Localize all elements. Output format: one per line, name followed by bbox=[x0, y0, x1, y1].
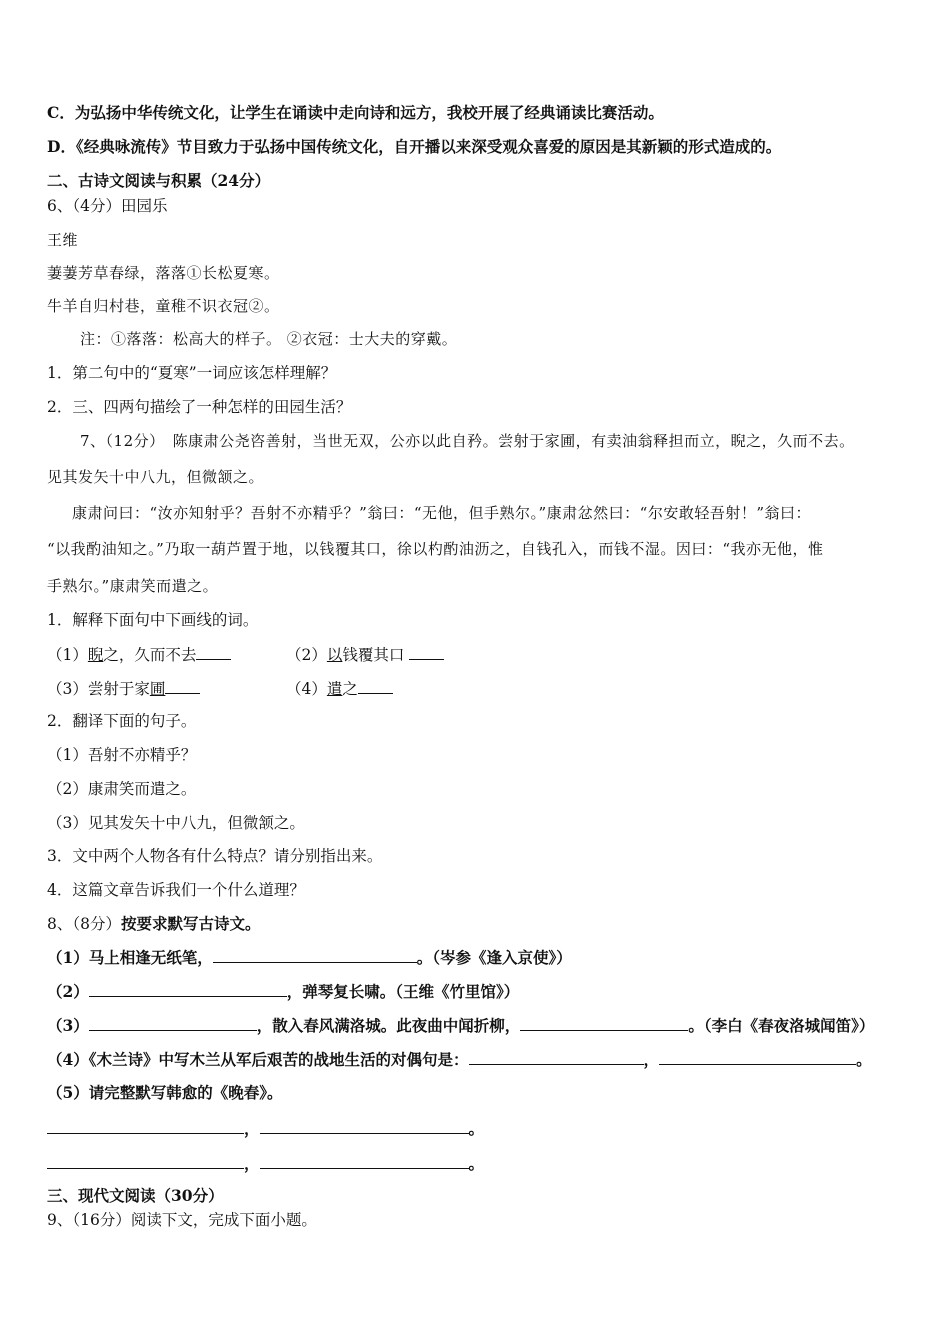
q8-4-comma: ， bbox=[643, 1050, 660, 1069]
q8-2-blank[interactable] bbox=[89, 981, 287, 997]
q7-para1-a: 7、（12分） 陈康肃公尧咨善射，当世无双，公亦以此自矜。尝射于家圃，有卖油翁释担而立，睨之，久而不去。 bbox=[80, 432, 855, 450]
poem-author: 王维 bbox=[47, 231, 79, 249]
q7-sub1: 1．解释下面句中下画线的词。 bbox=[47, 611, 259, 629]
w4-answer-blank[interactable] bbox=[358, 678, 393, 694]
q8-item-2 bbox=[47, 981, 519, 1002]
q8-4-blank-1[interactable] bbox=[469, 1049, 644, 1065]
q6-sub2: 2．三、四两句描绘了一种怎样的田园生活？ bbox=[47, 398, 352, 416]
q7-word-2 bbox=[286, 644, 444, 665]
w2-answer-blank[interactable] bbox=[409, 644, 444, 660]
q8-item-1 bbox=[47, 947, 572, 968]
q9-title: 9、（16分）阅读下文，完成下面小题。 bbox=[47, 1211, 317, 1229]
q7-para2-c: 手熟尔。”康肃笑而遣之。 bbox=[47, 577, 219, 595]
w1-underlined-word: 睨 bbox=[87, 646, 104, 664]
q7-para2-a: 康肃问曰：“汝亦知射乎？吾射不亦精乎？”翁曰：“无他，但手熟尔。”康肃忿然曰：“尔安敢轻吾射！”翁曰： bbox=[72, 504, 812, 522]
q8-5-period-2: 。 bbox=[468, 1154, 485, 1173]
q7-translate-2: （2）康肃笑而遣之。 bbox=[47, 780, 197, 798]
w2-suffix: 钱覆其口 bbox=[342, 646, 405, 664]
w3-prefix: （3）尝射于家 bbox=[47, 680, 150, 698]
q7-sub3: 3．文中两个人物各有什么特点？请分别指出来。 bbox=[47, 847, 383, 865]
q7-translate-1: （1）吾射不亦精乎？ bbox=[47, 746, 197, 764]
q7-word-4 bbox=[286, 678, 393, 699]
w2-prefix: （2） bbox=[286, 646, 327, 664]
q8-item-5: （5）请完整默写韩愈的《晚春》。 bbox=[47, 1083, 283, 1102]
q8-5-blank-3[interactable] bbox=[47, 1153, 244, 1169]
w4-prefix: （4） bbox=[286, 680, 327, 698]
option-d: D．《经典咏流传》节目致力于弘扬中国传统文化，自开播以来深受观众喜爱的原因是其新颖的形式造成的。 bbox=[47, 137, 782, 156]
option-c: C．为弘扬中华传统文化，让学生在诵读中走向诗和远方，我校开展了经典诵读比赛活动。 bbox=[47, 103, 664, 122]
w4-underlined-word: 遣 bbox=[326, 680, 343, 698]
q8-5-comma-1: ， bbox=[244, 1119, 260, 1138]
q8-instruction: 按要求默写古诗文。 bbox=[120, 914, 261, 933]
w3-answer-blank[interactable] bbox=[165, 678, 200, 694]
poem-note: 注：①落落：松高大的样子。 ②衣冠：士大夫的穿戴。 bbox=[80, 330, 458, 348]
w2-underlined-word: 以 bbox=[326, 646, 343, 664]
section3-heading: 三、现代文阅读（30分） bbox=[47, 1186, 224, 1205]
q8-1-blank[interactable] bbox=[213, 947, 417, 963]
w3-underlined-word: 圃 bbox=[149, 680, 166, 698]
q8-1-post: 。（岑参《逢入京使》） bbox=[416, 948, 572, 967]
w1-suffix: 之，久而不去 bbox=[103, 646, 197, 664]
q8-5-period-1: 。 bbox=[468, 1119, 485, 1138]
q8-title bbox=[47, 914, 261, 934]
q7-translate-3: （3）见其发矢十中八九，但微颔之。 bbox=[47, 814, 305, 832]
q8-3-post: 。（李白《春夜洛城闻笛》） bbox=[688, 1016, 875, 1035]
q6-title: 6、（4分）田园乐 bbox=[47, 197, 168, 215]
q8-number: 8、（8分） bbox=[47, 915, 121, 933]
q6-sub1: 1．第二句中的“夏寒”一词应该怎样理解？ bbox=[47, 364, 337, 382]
q8-5-blank-2[interactable] bbox=[260, 1118, 469, 1134]
q8-5-blank-4[interactable] bbox=[260, 1153, 469, 1169]
q8-3-blank-1[interactable] bbox=[89, 1015, 257, 1031]
q8-5-line-1 bbox=[47, 1118, 484, 1139]
q8-2-pre: （2） bbox=[47, 982, 89, 1001]
q8-item-4 bbox=[47, 1049, 872, 1070]
q8-5-blank-1[interactable] bbox=[47, 1118, 244, 1134]
q7-word-1 bbox=[47, 644, 231, 665]
section2-heading: 二、古诗文阅读与积累（24分） bbox=[47, 171, 271, 190]
w4-suffix: 之 bbox=[342, 680, 358, 698]
q8-item-3 bbox=[47, 1015, 874, 1036]
q8-3-mid: ，散入春风满洛城。此夜曲中闻折柳， bbox=[256, 1016, 521, 1035]
q8-4-blank-2[interactable] bbox=[659, 1049, 856, 1065]
q8-3-pre: （3） bbox=[47, 1016, 89, 1035]
q8-4-period: 。 bbox=[856, 1050, 872, 1069]
q8-4-pre: （4）《木兰诗》中写木兰从军后艰苦的战地生活的对偶句是： bbox=[47, 1050, 469, 1069]
q8-5-line-2 bbox=[47, 1153, 484, 1174]
poem-line-1: 萋萋芳草春绿，落落①长松夏寒。 bbox=[47, 264, 280, 282]
q8-2-post: ，弹琴复长啸。（王维《竹里馆》） bbox=[286, 982, 520, 1001]
q7-sub2: 2．翻译下面的句子。 bbox=[47, 712, 197, 730]
q7-para2-b: “以我酌油知之。”乃取一葫芦置于地，以钱覆其口，徐以杓酌油沥之，自钱孔入，而钱不湿。因曰：“我亦无他，惟 bbox=[47, 540, 824, 558]
q7-word-3 bbox=[47, 678, 200, 699]
q8-1-pre: （1）马上相逢无纸笔， bbox=[47, 948, 213, 967]
q8-5-comma-2: ， bbox=[244, 1154, 260, 1173]
q8-3-blank-2[interactable] bbox=[520, 1015, 688, 1031]
q7-para1-b: 见其发矢十中八九，但微颔之。 bbox=[47, 468, 265, 486]
poem-line-2: 牛羊自归村巷，童稚不识衣冠②。 bbox=[47, 297, 280, 315]
q7-sub4: 4．这篇文章告诉我们一个什么道理？ bbox=[47, 881, 305, 899]
w1-prefix: （1） bbox=[47, 646, 88, 664]
w1-answer-blank[interactable] bbox=[196, 644, 231, 660]
